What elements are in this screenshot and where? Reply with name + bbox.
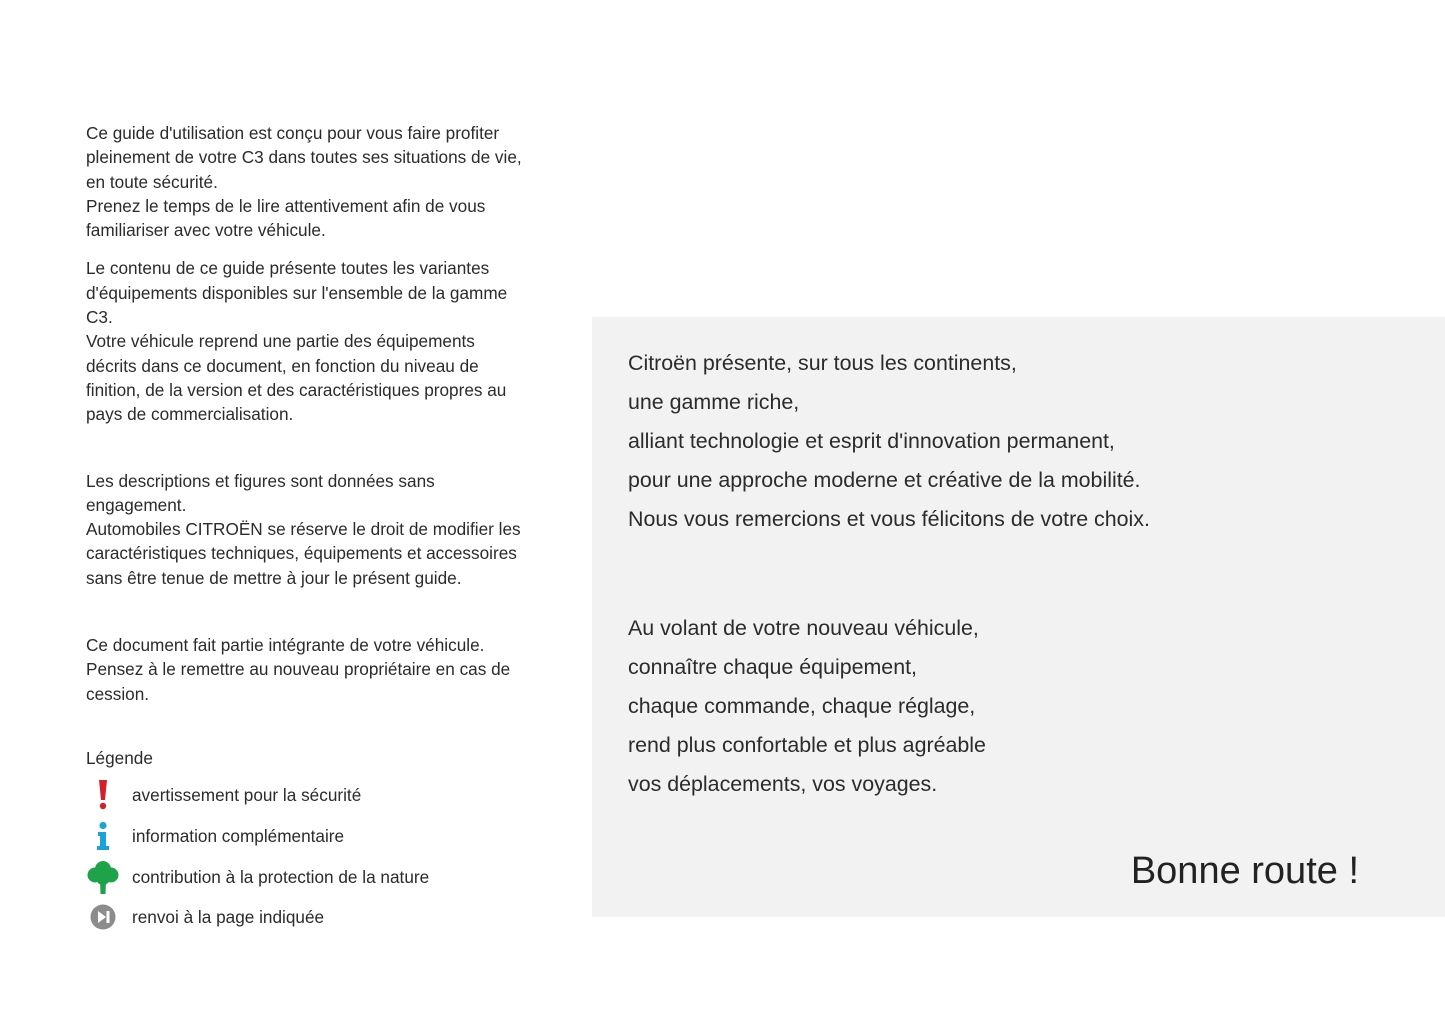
intro-paragraph-1: Ce guide d'utilisation est conçu pour vous faire profiter pleinement de votre C3 dans toutes ses situations de vie, en toute sécurité. Prenez le temps de le lire attentivement afin de vous familiariser avec votre véhicule. bbox=[86, 123, 522, 241]
welcome-panel bbox=[592, 317, 1445, 917]
legend-label: renvoi à la page indiquée bbox=[132, 907, 325, 928]
intro-paragraph-3: Les descriptions et figures sont données sans engagement. Automobiles CITROËN se réserve le droit de modifier les caractéristiques techniques, équipements et accessoires sans être tenue de mettre à jour le présent guide. bbox=[86, 470, 521, 588]
legend-item-safety bbox=[86, 775, 566, 816]
page-reference-icon bbox=[86, 900, 120, 934]
legend-item-nature bbox=[86, 856, 566, 897]
legend-label: information complémentaire bbox=[132, 825, 345, 846]
intro-paragraph-4: Ce document fait partie intégrante de votre véhicule. Pensez à le remettre au nouveau propriétaire en cas de cession. bbox=[86, 635, 511, 704]
legend-label: avertissement pour la sécurité bbox=[132, 785, 362, 806]
tree-icon bbox=[86, 860, 120, 894]
closing-greeting: Bonne route ! bbox=[1130, 850, 1359, 892]
legend-item-page-reference bbox=[86, 897, 566, 938]
welcome-text-block-2: Au volant de votre nouveau véhicule, connaître chaque équipement, chaque commande, chaque réglage, rend plus confortable et plus agréable vos déplacements, vos voyages. bbox=[628, 616, 986, 796]
intro-column bbox=[86, 121, 566, 938]
info-icon bbox=[86, 819, 120, 853]
intro-paragraph-2: Le contenu de ce guide présente toutes les variantes d'équipements disponibles sur l'ensemble de la gamme C3. Votre véhicule reprend une partie des équipements décrits dans ce document, en fonction du niveau de finition, de la version et des caractéristiques propres au pays de commercialisation. bbox=[86, 258, 508, 425]
legend-title: Légende bbox=[86, 747, 153, 768]
legend-label: contribution à la protection de la nature bbox=[132, 866, 430, 887]
exclamation-icon bbox=[86, 778, 120, 812]
legend bbox=[86, 746, 566, 938]
legend-item-info bbox=[86, 816, 566, 857]
welcome-text-block-1: Citroën présente, sur tous les continents, une gamme riche, alliant technologie et esprit d'innovation permanent, pour une approche moderne et créative de la mobilité. Nous vous remercions et vous félicitons de votre choix. bbox=[628, 351, 1150, 531]
